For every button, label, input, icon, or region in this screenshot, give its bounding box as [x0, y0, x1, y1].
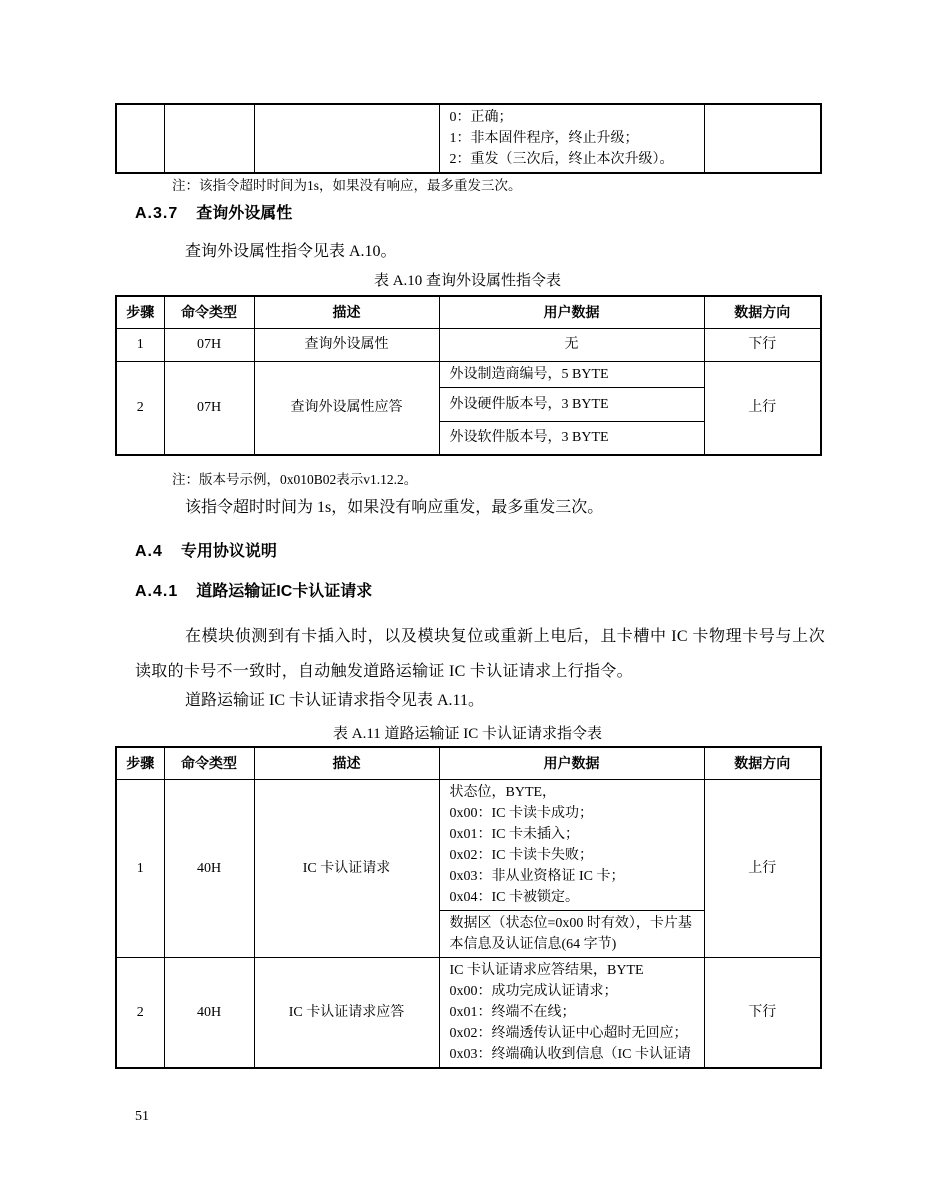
paragraph-a10-timeout: 该指令超时时间为 1s，如果没有响应重发，最多重发三次。 [185, 499, 604, 516]
col-header-cmd: 命令类型 [164, 747, 254, 779]
cell-direction: 下行 [704, 328, 821, 361]
table-row [116, 361, 821, 387]
col-header-desc: 描述 [254, 747, 439, 779]
cell-step: 1 [116, 328, 164, 361]
section-number: A.3.7 [135, 205, 179, 222]
col-header-step: 步骤 [116, 747, 164, 779]
cell-direction: 上行 [704, 779, 821, 957]
table-a10 [115, 295, 822, 456]
cell-cmd: 40H [164, 779, 254, 957]
cell-cmd: 07H [164, 328, 254, 361]
section-heading-a4 [135, 542, 277, 562]
section-heading-a41 [135, 582, 372, 602]
col-header-cmd: 命令类型 [164, 296, 254, 328]
cell-step: 2 [116, 957, 164, 1068]
cell-cmd: 40H [164, 957, 254, 1068]
paragraph-a41-body: 在模块侦测到有卡插入时，以及模块复位或重新上电后，且卡槽中 IC 卡物理卡号与上次读取的卡号不一致时，自动触发道路运输证 IC 卡认证请求上行指令。 [135, 628, 825, 680]
page-number: 51 [135, 1109, 149, 1124]
table-a11 [115, 746, 822, 1069]
cell-user-data-status: 状态位，BYTE， 0x00：IC 卡读卡成功； 0x01：IC 卡未插入； 0x02：IC 卡读卡失败； 0x03：非从业资格证 IC 卡； 0x04：IC 卡被锁定。 [439, 779, 704, 910]
paragraph-a37-intro: 查询外设属性指令见表 A.10。 [185, 243, 397, 260]
section-title: 查询外设属性 [196, 205, 293, 222]
col-header-user-data: 用户数据 [439, 747, 704, 779]
cell-cmd: 07H [164, 361, 254, 455]
cell-step: 1 [116, 779, 164, 957]
col-header-step: 步骤 [116, 296, 164, 328]
cell-step [116, 104, 164, 173]
cell-direction: 下行 [704, 957, 821, 1068]
cell-desc: IC 卡认证请求应答 [254, 957, 439, 1068]
table-row [116, 328, 821, 361]
section-title: 专用协议说明 [180, 543, 277, 560]
cell-desc: 查询外设属性 [254, 328, 439, 361]
cell-desc: 查询外设属性应答 [254, 361, 439, 455]
cell-user-data: 0：正确； 1：非本固件程序，终止升级； 2：重发（三次后，终止本次升级）。 [439, 104, 704, 173]
table-fragment [115, 103, 822, 174]
col-header-direction: 数据方向 [704, 296, 821, 328]
table-a11-header-row [116, 747, 821, 779]
cell-user-data: 外设制造商编号，5 BYTE [439, 361, 704, 387]
section-number: A.4 [135, 543, 163, 560]
section-title: 道路运输证IC卡认证请求 [196, 583, 373, 600]
section-heading-a37 [135, 204, 292, 224]
cell-user-data: 无 [439, 328, 704, 361]
cell-user-data: 外设软件版本号，3 BYTE [439, 421, 704, 455]
cell-desc [254, 104, 439, 173]
paragraph-a41-intro: 道路运输证 IC 卡认证请求指令见表 A.11。 [185, 692, 484, 709]
col-header-direction: 数据方向 [704, 747, 821, 779]
table-a10-caption: 表 A.10 查询外设属性指令表 [373, 273, 562, 289]
cell-user-data: 外设硬件版本号，3 BYTE [439, 387, 704, 421]
cell-user-data-zone: 数据区（状态位=0x00 时有效），卡片基 本信息及认证信息(64 字节) [439, 910, 704, 957]
table-row [116, 779, 821, 910]
section-number: A.4.1 [135, 583, 179, 600]
cell-desc: IC 卡认证请求 [254, 779, 439, 957]
cell-direction: 上行 [704, 361, 821, 455]
cell-direction [704, 104, 821, 173]
col-header-user-data: 用户数据 [439, 296, 704, 328]
cell-step: 2 [116, 361, 164, 455]
table-a10-note: 注：版本号示例，0x010B02表示v1.12.2。 [172, 472, 418, 487]
table-a11-caption: 表 A.11 道路运输证 IC 卡认证请求指令表 [332, 726, 603, 742]
fragment-table-note: 注：该指令超时时间为1s，如果没有响应，最多重发三次。 [172, 178, 522, 193]
col-header-desc: 描述 [254, 296, 439, 328]
table-a10-header-row [116, 296, 821, 328]
cell-cmd [164, 104, 254, 173]
cell-user-data: IC 卡认证请求应答结果，BYTE 0x00：成功完成认证请求； 0x01：终端不在线； 0x02：终端透传认证中心超时无回应； 0x03：终端确认收到信息（IC 卡认证请 [439, 957, 704, 1068]
table-row [116, 957, 821, 1068]
